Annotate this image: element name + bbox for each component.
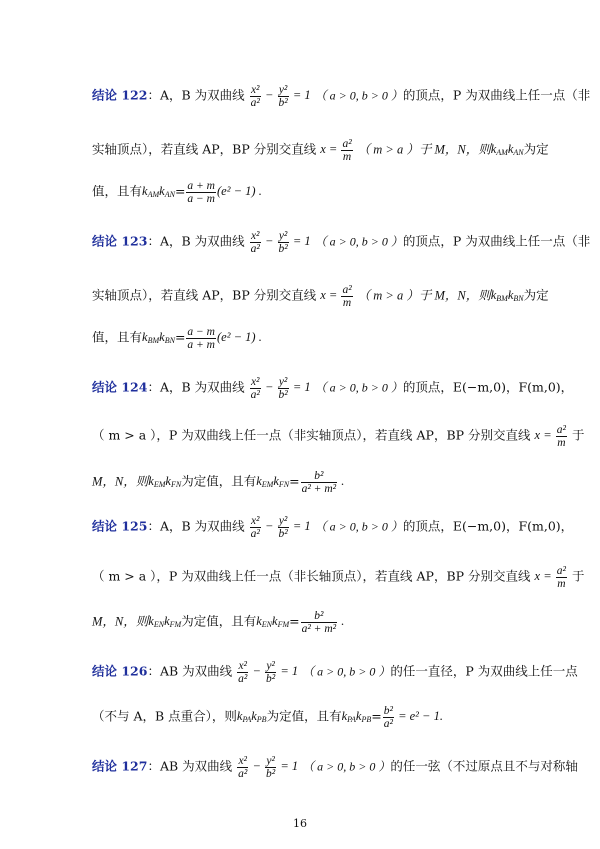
c125-label: 结论 125 (92, 518, 148, 534)
c123-line3: 值，且有$k_{BM}k_{BN}=$ $\frac{a - m}{a + m}$ (e² − 1) . (92, 326, 262, 352)
c124-line1: 结论 124：A，B 为双曲线 $\frac{\text{x²}}{\text{a²}}$ − $\frac{\text{y²}}{\text{b²}}$ = 1 （ a > 0, b > 0 ）的顶点，E(−m,0)，F(m,0)， (92, 376, 574, 402)
c125-line3: M，N，则$k_{EN}k_{FM}$为定值，且有$k_{EN}k_{FM}=$ $\frac{\text{b²}}{\text{a² + m²}}$ . (92, 610, 345, 636)
c126-line1: 结论 126：AB 为双曲线 $\frac{\text{x²}}{\text{a²}}$ − $\frac{\text{y²}}{\text{b²}}$ = 1 （ a > 0, b > 0 ）的任一直径，P 为双曲线上任一点 (92, 660, 578, 686)
slope-product: $k_{AM}k_{AN}$ (490, 142, 524, 158)
page-number: 16 (293, 817, 307, 830)
c122-line1: 结论 122：A，B 为双曲线 $\frac{\text{x²}}{\text{a²}}$ − $\frac{\text{y²}}{\text{b²}}$ = 1 （ a > 0, b > 0 ）的顶点，P 为双曲线上任一点（非 (92, 84, 591, 110)
hyperbola-equation: $\frac{\text{x²}}{\text{a²}}$ − $\frac{\text{y²}}{\text{b²}}$ = 1 (250, 84, 311, 110)
c123-line1: 结论 123：A，B 为双曲线 $\frac{\text{x²}}{\text{a²}}$ − $\frac{\text{y²}}{\text{b²}}$ = 1 （ a > 0, b > 0 ）的顶点，P 为双曲线上任一点（非 (92, 230, 591, 256)
c126-line2: （不与 A，B 点重合），则$k_{PA}k_{PB}$为定值，且有$k_{PA}k_{PB}=$ $\frac{\text{b²}}{\text{a²}}$ = e² − 1. (92, 705, 443, 731)
line-equation: x = $\frac{\text{a²}}{m}$ (320, 138, 352, 164)
c124-line2: （ m > a ），P 为双曲线上任一点（非实轴顶点），若直线 AP，BP 分别交直线 x = $\frac{\text{a²}}{m}$ 于 (92, 424, 585, 450)
c123-line2: 实轴顶点），若直线 AP，BP 分别交直线 x = $\frac{\text{a²}}{m}$ （ m > a ）于 M，N，则$k_{BM}k_{BN}$为定 (92, 284, 549, 310)
c126-label: 结论 126 (92, 663, 148, 679)
c124-label: 结论 124 (92, 379, 148, 395)
c123-label: 结论 123 (92, 233, 148, 249)
c122-line2: 实轴顶点），若直线 AP，BP 分别交直线 x = $\frac{\text{a²}}{m}$ （ m > a ）于 M，N，则$k_{AM}k_{AN}$为定 (92, 138, 549, 164)
c127-line1: 结论 127：AB 为双曲线 $\frac{\text{x²}}{\text{a²}}$ − $\frac{\text{y²}}{\text{b²}}$ = 1 （ a > 0, b > 0 ）的任一弦（不过原点且不与对称轴 (92, 755, 578, 781)
c127-label: 结论 127 (92, 758, 148, 774)
c124-line3: M，N，则$k_{EM}k_{FN}$为定值，且有$k_{EM}k_{FN}=$ $\frac{\text{b²}}{\text{a² + m²}}$ . (92, 470, 345, 496)
c125-line2: （ m > a ），P 为双曲线上任一点（非长轴顶点），若直线 AP，BP 分别交直线 x = $\frac{\text{a²}}{m}$ 于 (92, 565, 585, 591)
c122-line3: 值，且有$k_{AM}k_{AN}=$ $\frac{a + m}{a - m}$ (e² − 1) . (92, 180, 262, 206)
c125-line1: 结论 125：A，B 为双曲线 $\frac{\text{x²}}{\text{a²}}$ − $\frac{\text{y²}}{\text{b²}}$ = 1 （ a > 0, b > 0 ）的顶点，E(−m,0)，F(m,0)， (92, 515, 574, 541)
c122-label: 结论 122 (92, 87, 148, 103)
result-expression: $\frac{a + m}{a - m}$ (e² − 1) . (187, 180, 262, 206)
